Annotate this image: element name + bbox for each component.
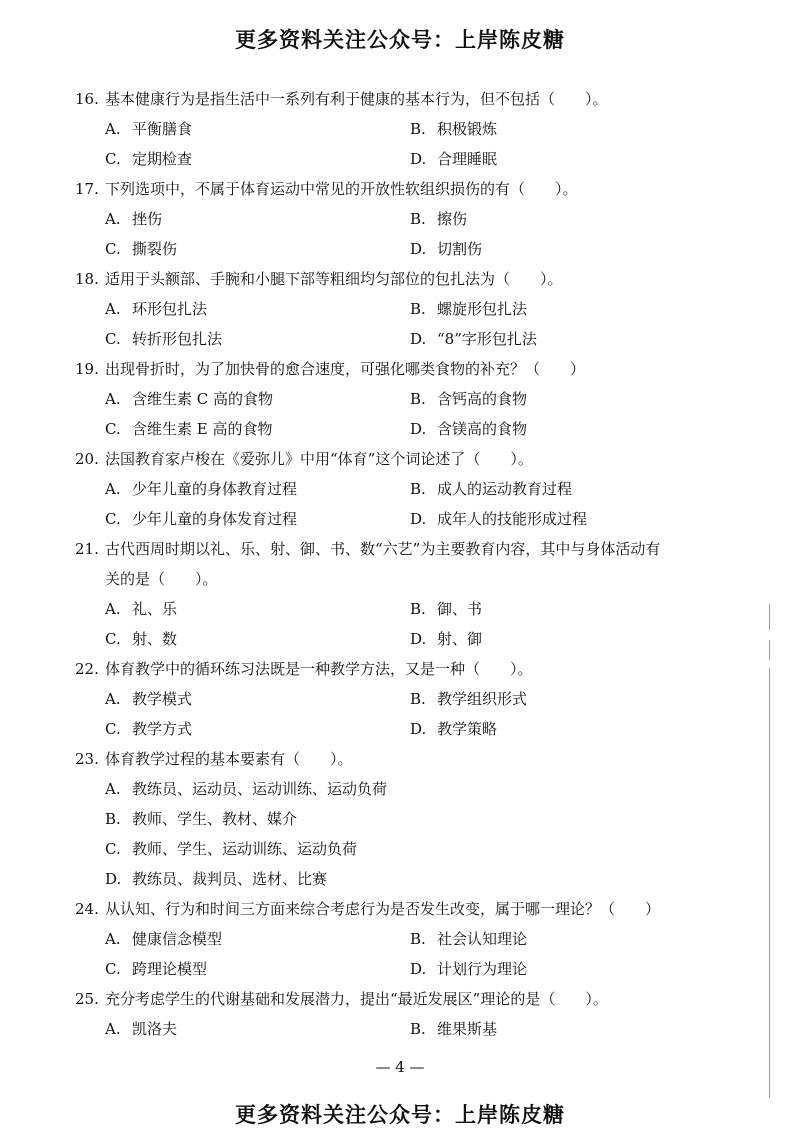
option-text: 教师、学生、教材、媒介 — [132, 810, 298, 828]
answer-option — [105, 144, 192, 174]
answer-option — [105, 684, 192, 714]
option-letter: B. — [410, 210, 426, 228]
option-letter: C. — [105, 420, 121, 438]
option-text: 跨理论模型 — [132, 960, 208, 978]
answer-option — [105, 864, 327, 894]
option-text: 含维生素 C 高的食物 — [132, 390, 274, 408]
question-list — [75, 84, 715, 1044]
option-letter: A. — [105, 120, 121, 138]
option-text: 教练员、运动员、运动训练、运动负荷 — [132, 780, 388, 798]
answer-option — [105, 954, 207, 984]
option-letter: C. — [105, 960, 121, 978]
option-text: 转折形包扎法 — [132, 330, 223, 348]
answer-option — [105, 1014, 177, 1044]
answer-option — [105, 834, 357, 864]
option-letter: C. — [105, 720, 121, 738]
option-text: 定期检查 — [132, 150, 193, 168]
answer-option — [410, 954, 527, 984]
option-text: “8”字形包扎法 — [437, 330, 537, 348]
option-row — [75, 414, 715, 444]
option-row — [75, 234, 715, 264]
option-letter: A. — [105, 690, 121, 708]
answer-option — [105, 474, 297, 504]
scan-artifact-line — [769, 640, 770, 660]
option-letter: D. — [410, 960, 427, 978]
answer-option — [105, 504, 297, 534]
option-row — [75, 324, 715, 354]
question-item — [75, 534, 715, 654]
question-number: 16. — [75, 90, 99, 108]
answer-option — [105, 414, 273, 444]
question-stem — [75, 84, 715, 114]
question-number: 21. — [75, 540, 99, 558]
question-number: 25. — [75, 990, 99, 1008]
question-stem — [75, 264, 715, 294]
answer-option — [410, 234, 482, 264]
option-text: 教师、学生、运动训练、运动负荷 — [132, 840, 358, 858]
option-text: 教学组织形式 — [437, 690, 528, 708]
answer-option — [410, 504, 587, 534]
answer-option — [410, 414, 527, 444]
option-letter: B. — [410, 600, 426, 618]
option-text: 少年儿童的身体教育过程 — [132, 480, 298, 498]
option-letter: D. — [410, 330, 427, 348]
question-stem — [75, 564, 715, 594]
answer-option — [410, 324, 537, 354]
option-letter: D. — [410, 630, 427, 648]
option-row — [75, 684, 715, 714]
question-number: 20. — [75, 450, 99, 468]
answer-option — [105, 774, 387, 804]
option-row — [75, 624, 715, 654]
option-text: 成年人的技能形成过程 — [437, 510, 588, 528]
question-number: 19. — [75, 360, 99, 378]
option-letter: B. — [410, 480, 426, 498]
answer-option — [410, 714, 497, 744]
option-letter: B. — [410, 300, 426, 318]
option-letter: D. — [410, 510, 427, 528]
option-text: 计划行为理论 — [437, 960, 528, 978]
answer-option — [105, 714, 192, 744]
option-text: 含维生素 E 高的食物 — [132, 420, 273, 438]
answer-option — [410, 594, 482, 624]
option-letter: A. — [105, 600, 121, 618]
option-letter: D. — [410, 720, 427, 738]
answer-option — [410, 474, 572, 504]
question-number: 18. — [75, 270, 99, 288]
option-text: 螺旋形包扎法 — [437, 300, 528, 318]
question-item — [75, 894, 715, 984]
option-text: 擦伤 — [437, 210, 468, 228]
option-text: 切割伤 — [437, 240, 483, 258]
option-text: 环形包扎法 — [132, 300, 208, 318]
answer-option — [410, 1014, 497, 1044]
question-number: 22. — [75, 660, 99, 678]
option-letter: C. — [105, 510, 121, 528]
option-letter: A. — [105, 780, 121, 798]
question-text: 下列选项中，不属于体育运动中常见的开放性软组织损伤的有（ ）。 — [105, 180, 578, 198]
question-item — [75, 444, 715, 534]
question-stem — [75, 744, 715, 774]
question-text: 从认知、行为和时间三方面来综合考虑行为是否发生改变，属于哪一理论？（ ） — [105, 900, 661, 918]
option-row — [75, 384, 715, 414]
option-row — [75, 294, 715, 324]
option-text: 维果斯基 — [437, 1020, 498, 1038]
option-text: 教学模式 — [132, 690, 193, 708]
question-item — [75, 654, 715, 744]
option-letter: B. — [410, 1020, 426, 1038]
option-row — [75, 834, 715, 864]
question-item — [75, 984, 715, 1044]
option-row — [75, 144, 715, 174]
answer-option — [105, 924, 222, 954]
option-letter: C. — [105, 240, 121, 258]
option-row — [75, 864, 715, 894]
question-text: 体育教学过程的基本要素有（ ）。 — [105, 750, 353, 768]
question-text: 古代西周时期以礼、乐、射、御、书、数“六艺”为主要教育内容，其中与身体活动有 — [105, 540, 661, 558]
question-stem — [75, 984, 715, 1014]
scan-artifact-line — [769, 668, 770, 1098]
question-item — [75, 84, 715, 174]
option-row — [75, 204, 715, 234]
option-letter: A. — [105, 390, 121, 408]
option-letter: A. — [105, 930, 121, 948]
option-letter: B. — [105, 810, 121, 828]
option-text: 成人的运动教育过程 — [437, 480, 573, 498]
option-text: 御、书 — [437, 600, 483, 618]
option-row — [75, 474, 715, 504]
option-letter: C. — [105, 150, 121, 168]
scan-artifact-line — [769, 604, 770, 630]
option-text: 健康信念模型 — [132, 930, 223, 948]
answer-option — [410, 204, 467, 234]
option-letter: B. — [410, 930, 426, 948]
question-stem — [75, 354, 715, 384]
option-letter: B. — [410, 690, 426, 708]
option-letter: A. — [105, 210, 121, 228]
option-letter: A. — [105, 300, 121, 318]
option-row — [75, 774, 715, 804]
option-row — [75, 804, 715, 834]
option-row — [75, 954, 715, 984]
answer-option — [105, 324, 222, 354]
option-text: 射、御 — [437, 630, 483, 648]
option-letter: C. — [105, 840, 121, 858]
option-letter: D. — [105, 870, 122, 888]
option-text: 凯洛夫 — [132, 1020, 178, 1038]
question-text: 出现骨折时，为了加快骨的愈合速度，可强化哪类食物的补充？（ ） — [105, 360, 586, 378]
question-text: 适用于头额部、手腕和小腿下部等粗细均匀部位的包扎法为（ ）。 — [105, 270, 563, 288]
answer-option — [105, 804, 297, 834]
answer-option — [105, 204, 162, 234]
option-letter: D. — [410, 420, 427, 438]
option-letter: B. — [410, 390, 426, 408]
option-letter: D. — [410, 240, 427, 258]
option-letter: A. — [105, 480, 121, 498]
answer-option — [105, 294, 207, 324]
question-item — [75, 744, 715, 894]
answer-option — [105, 624, 177, 654]
question-stem — [75, 654, 715, 684]
answer-option — [410, 684, 527, 714]
question-item — [75, 264, 715, 354]
page-number: — 4 — — [375, 1058, 425, 1076]
question-text: 基本健康行为是指生活中一系列有利于健康的基本行为，但不包括（ ）。 — [105, 90, 608, 108]
question-number: 23. — [75, 750, 99, 768]
answer-option — [410, 384, 527, 414]
header-banner: 更多资料关注公众号：上岸陈皮糖 — [235, 28, 565, 52]
option-row — [75, 714, 715, 744]
option-text: 含镁高的食物 — [437, 420, 528, 438]
option-letter: D. — [410, 150, 427, 168]
question-number: 17. — [75, 180, 99, 198]
option-row — [75, 1014, 715, 1044]
option-text: 社会认知理论 — [437, 930, 528, 948]
option-text: 积极锻炼 — [437, 120, 498, 138]
question-text: 体育教学中的循环练习法既是一种教学方法，又是一种（ ）。 — [105, 660, 533, 678]
question-text: 充分考虑学生的代谢基础和发展潜力，提出“最近发展区”理论的是（ ）。 — [105, 990, 608, 1008]
option-letter: C. — [105, 330, 121, 348]
question-stem — [75, 534, 715, 564]
option-text: 礼、乐 — [132, 600, 178, 618]
answer-option — [105, 594, 177, 624]
option-letter: A. — [105, 1020, 121, 1038]
option-letter: C. — [105, 630, 121, 648]
question-stem — [75, 894, 715, 924]
answer-option — [105, 234, 177, 264]
answer-option — [410, 294, 527, 324]
answer-option — [410, 624, 482, 654]
option-letter: B. — [410, 120, 426, 138]
option-row — [75, 594, 715, 624]
option-text: 含钙高的食物 — [437, 390, 528, 408]
option-row — [75, 114, 715, 144]
question-item — [75, 174, 715, 264]
question-item — [75, 354, 715, 444]
question-stem — [75, 444, 715, 474]
answer-option — [105, 114, 192, 144]
footer-banner: 更多资料关注公众号：上岸陈皮糖 — [235, 1103, 565, 1127]
option-row — [75, 924, 715, 954]
option-text: 少年儿童的身体发育过程 — [132, 510, 298, 528]
option-text: 教练员、裁判员、选材、比赛 — [132, 870, 328, 888]
question-text: 关的是（ ）。 — [105, 570, 218, 588]
question-stem — [75, 174, 715, 204]
option-text: 平衡膳食 — [132, 120, 193, 138]
answer-option — [105, 384, 273, 414]
question-number: 24. — [75, 900, 99, 918]
answer-option — [410, 114, 497, 144]
option-text: 撕裂伤 — [132, 240, 178, 258]
option-text: 教学方式 — [132, 720, 193, 738]
option-text: 教学策略 — [437, 720, 498, 738]
question-text: 法国教育家卢梭在《爱弥儿》中用“体育”这个词论述了（ ）。 — [105, 450, 533, 468]
option-text: 挫伤 — [132, 210, 163, 228]
option-row — [75, 504, 715, 534]
answer-option — [410, 924, 527, 954]
option-text: 合理睡眠 — [437, 150, 498, 168]
answer-option — [410, 144, 497, 174]
option-text: 射、数 — [132, 630, 178, 648]
